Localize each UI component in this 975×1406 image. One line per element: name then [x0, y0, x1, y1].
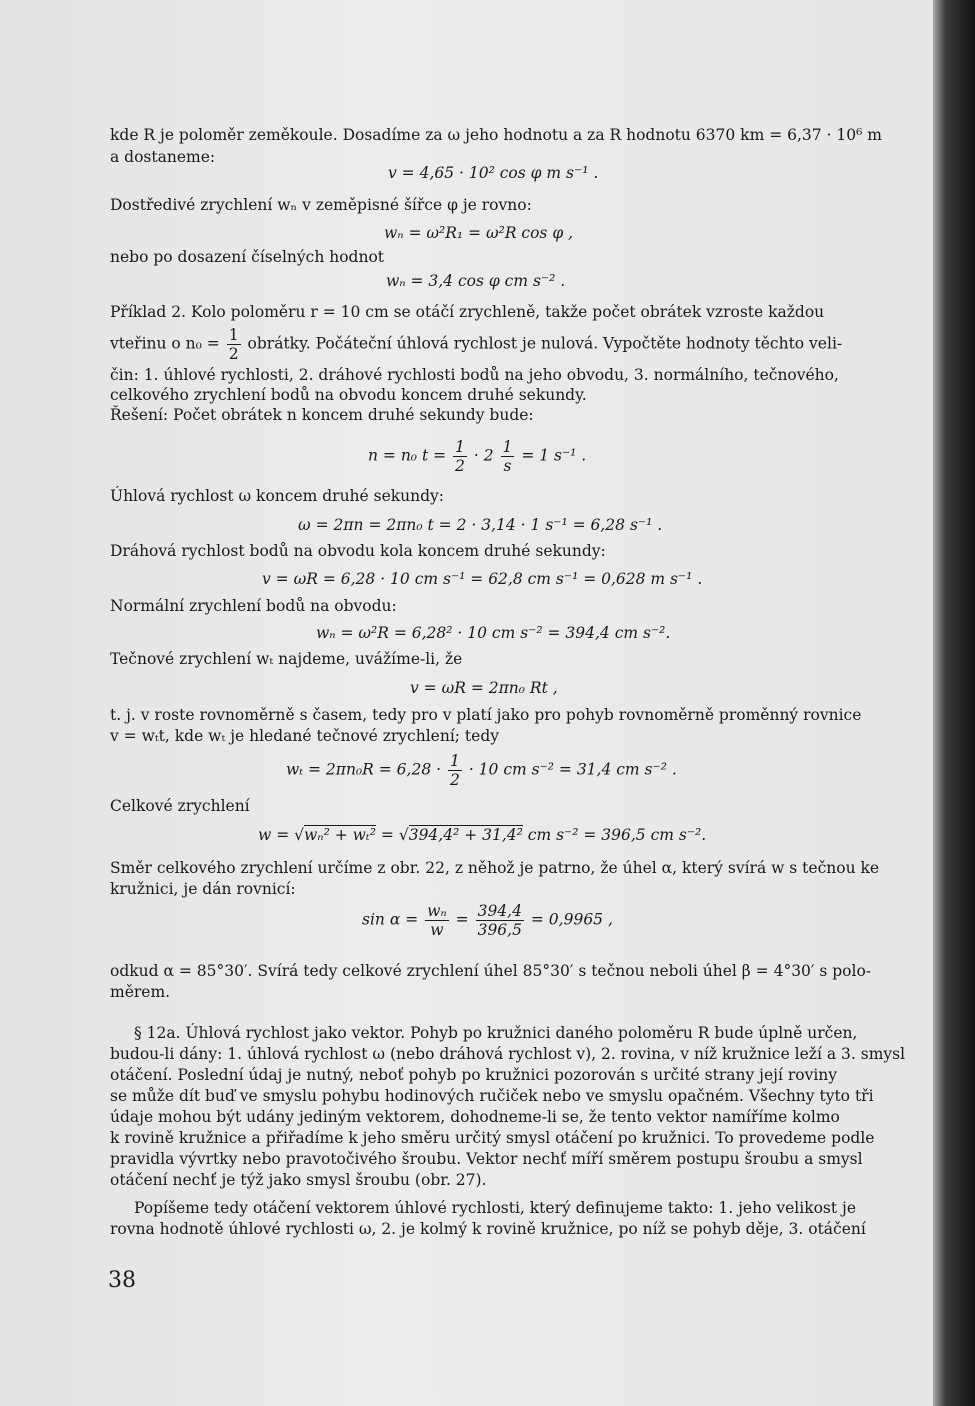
- equation: ω = 2πn = 2πn₀ t = 2 · 3,14 · 1 s⁻¹ = 6,28 s⁻¹ .: [298, 516, 663, 534]
- text-line: pravidla vývrtky nebo pravotočivého šroubu. Vektor nechť míří směrem postupu šroubu a smysl: [110, 1150, 863, 1168]
- text-line: otáčení nechť je týž jako smysl šroubu (obr. 27).: [110, 1171, 487, 1189]
- text-line: Úhlová rychlost ω koncem druhé sekundy:: [110, 487, 445, 505]
- text-line: kde R je poloměr zeměkoule. Dosadíme za ω jeho hodnotu a za R hodnotu 6370 km = 6,37 · 10⁶ m: [110, 126, 882, 144]
- text-line: budou-li dány: 1. úhlová rychlost ω (nebo dráhová rychlost v), 2. rovina, v níž kružnice leží a 3. smysl: [110, 1045, 906, 1063]
- fraction: $\frac{1}{2}$: [455, 438, 465, 475]
- equation: wₙ = ω²R₁ = ω²R cos φ ,: [384, 224, 574, 242]
- text-line-fraction: [110, 326, 862, 363]
- fraction: $\frac{\text{wₙ}}{w}$: [427, 902, 447, 939]
- text-line: a dostaneme:: [110, 148, 216, 166]
- equation: wₜ = 2πn₀R = 6,28 · $\frac{1}{2}$ · 10 cm s⁻² = 31,4 cm s⁻² .: [286, 752, 677, 789]
- text-segment: vteřinu o n₀ =: [110, 334, 220, 353]
- text-line: rovna hodnotě úhlové rychlosti ω, 2. je kolmý k rovině kružnice, po níž se pohyb děje, 3. otáčení: [110, 1220, 866, 1238]
- text-line: údaje mohou být udány jediným vektorem, dohodneme-li se, že tento vektor namíříme kolmo: [110, 1108, 840, 1126]
- section-heading-line: § 12a. Úhlová rychlost jako vektor. Pohyb po kružnici daného poloměru R bude úplně určen,: [134, 1024, 858, 1042]
- text-line: t. j. v roste rovnoměrně s časem, tedy pro v platí jako pro pohyb rovnoměrně proměnný rovnice: [110, 706, 862, 724]
- text-segment: obrátky. Počáteční úhlová rychlost je nulová. Vypočtěte hodnoty těchto veli-: [247, 334, 843, 353]
- fraction: $\frac{1}{2}$: [450, 752, 460, 789]
- text-line: nebo po dosazení číselných hodnot: [110, 248, 385, 266]
- equation: sin α = $\frac{\text{wₙ}}{w}$ = $\frac{394,4}{396,5}$ = 0,9965 ,: [362, 902, 613, 939]
- fraction: $\frac{394,4}{396,5}$: [477, 902, 522, 939]
- text-line: Normální zrychlení bodů na obvodu:: [110, 597, 397, 615]
- page-number: 38: [108, 1268, 136, 1293]
- text-line: Řešení: Počet obrátek n koncem druhé sekundy bude:: [110, 406, 534, 424]
- equation: n = n₀ t = $\frac{1}{2}$ · 2 $\frac{1}{s}$ = 1 s⁻¹ .: [368, 438, 587, 475]
- sqrt-symbol: √: [294, 826, 305, 844]
- fraction: $\frac{1}{2}$: [228, 326, 239, 363]
- sqrt-symbol: √: [398, 826, 409, 844]
- text-line: kružnici, je dán rovnicí:: [110, 880, 296, 898]
- radicand: 394,4² + 31,4²: [408, 826, 523, 844]
- text-line: odkud α = 85°30′. Svírá tedy celkové zrychlení úhel 85°30′ s tečnou neboli úhel β = 4°30′ s polo-: [110, 962, 872, 980]
- text-line: Dostředivé zrychlení wₙ v zeměpisné šířce φ je rovno:: [110, 196, 532, 214]
- text-line: čin: 1. úhlové rychlosti, 2. dráhové rychlosti bodů na jeho obvodu, 3. normálního, tečnového,: [110, 366, 839, 384]
- text-line: Celkové zrychlení: [110, 797, 250, 815]
- equation: v = 4,65 · 10² cos φ m s⁻¹ .: [388, 164, 599, 182]
- text-line: měrem.: [110, 983, 171, 1001]
- equation: v = ωR = 2πn₀ Rt ,: [410, 679, 558, 697]
- text-line: Tečnové zrychlení wₜ najdeme, uvážíme-li, že: [110, 650, 463, 668]
- text-line: Příklad 2. Kolo poloměru r = 10 cm se otáčí zrychleně, takže počet obrátek vzroste každou: [110, 303, 825, 321]
- text-line: se může dít buď ve smyslu pohybu hodinových ručiček nebo ve smyslu opačném. Všechny tyto tři: [110, 1087, 874, 1105]
- text-line: Směr celkového zrychlení určíme z obr. 22, z něhož je patrno, že úhel α, který svírá w s tečnou ke: [110, 859, 880, 877]
- text-line: v = wₜt, kde wₜ je hledané tečnové zrychlení; tedy: [110, 727, 500, 745]
- radicand: wₙ² + wₜ²: [304, 826, 376, 844]
- text-line: Dráhová rychlost bodů na obvodu kola koncem druhé sekundy:: [110, 542, 606, 560]
- equation: w = √wₙ² + wₜ² = √394,4² + 31,4² cm s⁻² = 396,5 cm s⁻².: [258, 826, 707, 844]
- text-line: Popíšeme tedy otáčení vektorem úhlové rychlosti, který definujeme takto: 1. jeho velikost je: [134, 1199, 857, 1217]
- equation: wₙ = 3,4 cos φ cm s⁻² .: [386, 272, 566, 290]
- text-line: k rovině kružnice a přiřadíme k jeho směru určitý smysl otáčení po kružnici. To provedeme podle: [110, 1129, 875, 1147]
- equation: v = ωR = 6,28 · 10 cm s⁻¹ = 62,8 cm s⁻¹ = 0,628 m s⁻¹ .: [262, 570, 703, 588]
- equation: wₙ = ω²R = 6,28² · 10 cm s⁻² = 394,4 cm s⁻².: [316, 624, 671, 642]
- text-line: celkového zrychlení bodů na obvodu koncem druhé sekundy.: [110, 386, 587, 404]
- text-line: otáčení. Poslední údaj je nutný, neboť pohyb po kružnici pozorován s určité strany její roviny: [110, 1066, 838, 1084]
- fraction: $\frac{1}{s}$: [502, 438, 513, 475]
